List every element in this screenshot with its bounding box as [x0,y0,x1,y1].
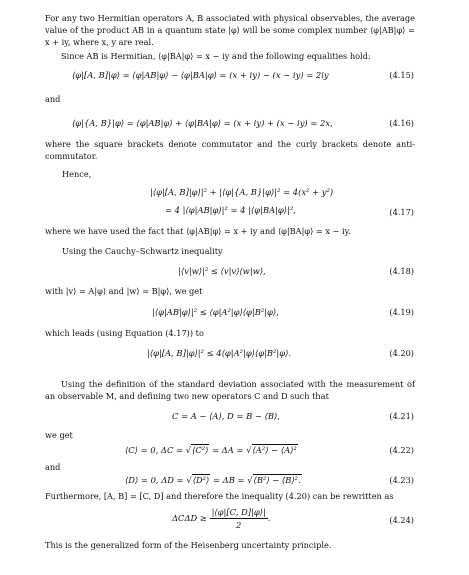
paragraph-heisenberg: This is the generalized form of the Heisenberg uncertainty principle. [45,540,332,550]
equation-number-4-24: (4.24) [389,515,414,525]
equation-4-21: C = A − ⟨A⟩, D = B − ⟨B⟩, [172,411,280,421]
equation-4-17-line-1: |⟨φ|[A, B]|φ⟩|² + |⟨φ|{A, B}|φ⟩|² = 4(x² + y²) [150,187,334,197]
text-we-get: we get [45,430,73,440]
paragraph-leads: which leads (using Equation (4.17)) to [45,328,204,338]
paragraph-fact: where we have used the fact that ⟨φ|AB|φ⟩ = x + iy and ⟨φ|BA|φ⟩ = x − iy. [45,226,351,236]
fraction: $\frac{|⟨\varphi|[C, D]|\varphi⟩|}{2}$ [211,507,266,530]
equation-4-18: |⟨v|w⟩|² ≤ ⟨v|v⟩⟨w|w⟩, [178,266,266,276]
equation-4-19: |⟨φ|AB|φ⟩|² ≤ ⟨φ|A²|φ⟩⟨φ|B²|φ⟩, [152,307,279,317]
paragraph-hermitian: Since AB is Hermitian, ⟨φ|BA|φ⟩ = x − iy and the following equalities hold: [61,51,371,61]
equation-number-4-21: (4.21) [389,411,414,421]
paragraph-intro: For any two Hermitian operators A, B associated with physical observables, the average value of the product AB in a quantum state |φ⟩ will be some complex number ⟨φ|AB|φ⟩ = x + iy, where x, y are real. [45,13,415,48]
equation-4-22: ⟨C⟩ = 0, ΔC = √⟨C²⟩ = ΔA = √⟨A²⟩ − ⟨A⟩² [125,445,297,455]
equation-number-4-23: (4.23) [389,475,414,485]
equation-4-15: ⟨φ|[A, B]|φ⟩ = ⟨φ|AB|φ⟩ − ⟨φ|BA|φ⟩ = (x + iy) − (x − iy) = 2iy [72,70,329,80]
text-and-2: and [45,462,61,472]
text-hence: Hence, [62,169,92,179]
equation-number-4-22: (4.22) [389,445,414,455]
equation-4-24: ΔCΔD ≥ $\frac{|⟨\varphi|[C, D]|\varphi⟩|}{2}$ . [172,507,271,530]
paragraph-cauchy-schwartz: Using the Cauchy–Schwartz inequality [62,246,223,256]
equation-4-16: ⟨φ|{A, B}|φ⟩ = ⟨φ|AB|φ⟩ + ⟨φ|BA|φ⟩ = (x + iy) + (x − iy) = 2x, [72,118,333,128]
equation-number-4-18: (4.18) [389,266,414,276]
equation-number-4-16: (4.16) [389,118,414,128]
equation-number-4-19: (4.19) [389,307,414,317]
equation-number-4-15: (4.15) [389,70,414,80]
equation-4-17-line-2: = 4 |⟨φ|AB|φ⟩|² = 4 |⟨φ|BA|φ⟩|², [165,205,296,215]
equation-number-4-17: (4.17) [389,207,414,217]
paragraph-standard-deviation: Using the definition of the standard deviation associated with the measurement of an observable M, and defining two new operators C and D such that [45,379,415,402]
text-and-1: and [45,94,61,104]
paragraph-commutator: where the square brackets denote commutator and the curly brackets denote anti-commutator. [45,139,415,162]
equation-4-20: |⟨φ|[A, B]|φ⟩|² ≤ 4⟨φ|A²|φ⟩⟨φ|B²|φ⟩. [147,348,292,358]
paragraph-with-v-w: with |v⟩ = A|φ⟩ and |w⟩ = B|φ⟩, we get [45,286,203,296]
equation-number-4-20: (4.20) [389,348,414,358]
equation-4-23: ⟨D⟩ = 0, ΔD = √⟨D²⟩ = ΔB = √⟨B²⟩ − ⟨B⟩². [125,475,301,485]
paragraph-furthermore: Furthermore, [A, B] = [C, D] and therefore the inequality (4.20) can be rewritten as [45,491,394,501]
